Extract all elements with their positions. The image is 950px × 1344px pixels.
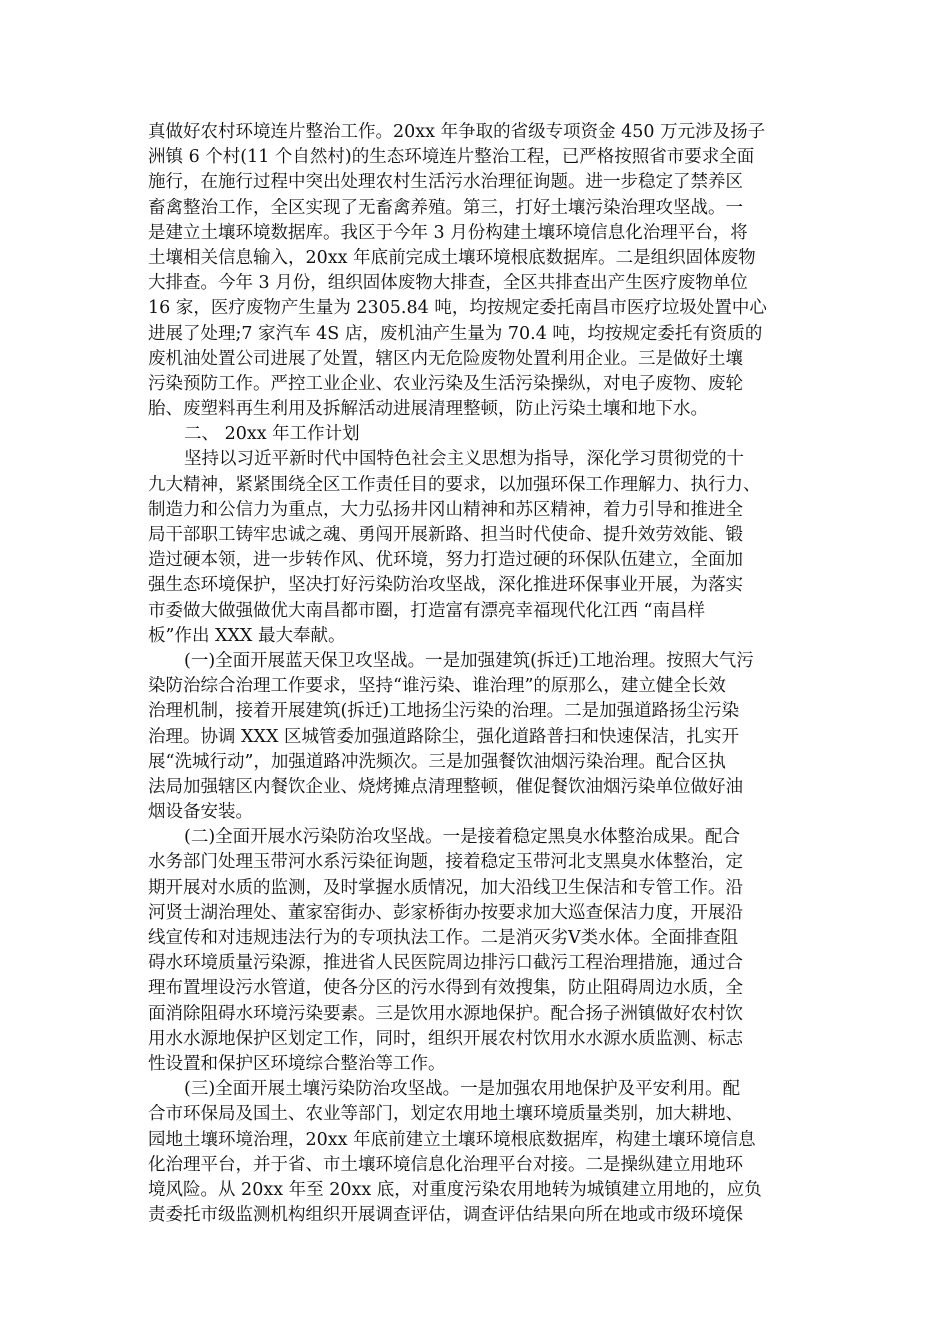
text-line: 河贤士湖治理处、董家窑街办、彭家桥街办按要求加大巡查保洁力度，开展沿 bbox=[148, 902, 743, 923]
text-line: 染防治综合治理工作要求，坚持“谁污染、谁治理”的原那么，建立健全长效 bbox=[148, 676, 726, 697]
text-line: 展“洗城行动”，加强道路冲洗频次。三是加强餐饮油烟污染治理。配合区执 bbox=[148, 751, 726, 772]
text-line: 废机油处置公司进展了处置，辖区内无危险废物处置利用企业。三是做好土壤 bbox=[148, 348, 743, 369]
paragraph-first-line: (三)全面开展土壤污染防治攻坚战。一是加强农用地保护及平安利用。配 bbox=[184, 1079, 741, 1100]
text-line: 污染预防工作。严控工业企业、农业污染及生活污染操纵，对电子废物、废轮 bbox=[148, 373, 743, 394]
paragraph-first-line: (二)全面开展水污染防治攻坚战。一是接着稳定黑臭水体整治成果。配合 bbox=[184, 827, 741, 848]
text-line: 治理。协调 XXX 区城管委加强道路除尘，强化道路普扫和快速保洁，扎实开 bbox=[148, 726, 739, 747]
text-line: 真做好农村环境连片整治工作。20xx 年争取的省级专项资金 450 万元涉及扬子 bbox=[148, 122, 766, 142]
paragraph-first-line: 坚持以习近平新时代中国特色社会主义思想为指导，深化学习贯彻党的十 bbox=[184, 449, 744, 470]
text-line: 线宣传和对违规违法行为的专项执法工作。二是消灭劣Ⅴ类水体。全面排查阻 bbox=[148, 928, 739, 948]
text-line: 治理机制，接着开展建筑(拆迁)工地扬尘污染的治理。二是加强道路扬尘污染 bbox=[148, 701, 740, 722]
text-line: 合市环保局及国土、农业等部门，划定农用地土壤环境质量类别，加大耕地、 bbox=[148, 1104, 743, 1125]
text-line: 责委托市级监测机构组织开展调查评估，调查评估结果向所在地或市级环境保 bbox=[148, 1205, 743, 1226]
text-line: 用水水源地保护区划定工作，同时，组织开展农村饮用水水源水质监测、标志 bbox=[148, 1028, 743, 1049]
text-line: 施行，在施行过程中突出处理农村生活污水治理征询题。进一步稳定了禁养区 bbox=[148, 172, 743, 193]
text-line: 化治理平台，并于省、市土壤环境信息化治理平台对接。二是操纵建立用地环 bbox=[148, 1154, 743, 1175]
text-line: 水务部门处理玉带河水系污染征询题，接着稳定玉带河北支黑臭水体整治，定 bbox=[148, 852, 743, 873]
text-line: 畜禽整治工作，全区实现了无畜禽养殖。第三，打好土壤污染治理攻坚战。一 bbox=[148, 197, 743, 218]
paragraph-first-line: (一)全面开展蓝天保卫攻坚战。一是加强建筑(拆迁)工地治理。按照大气污 bbox=[184, 650, 754, 671]
body-text bbox=[148, 120, 828, 1228]
text-line: 板”作出 XXX 最大奉献。 bbox=[148, 625, 346, 646]
text-line: 期开展对水质的监测，及时掌握水质情况，加大沿线卫生保洁和专管工作。沿 bbox=[148, 877, 743, 898]
text-line: 面消除阻碍水环境污染要素。三是饮用水源地保护。配合扬子洲镇做好农村饮 bbox=[148, 1003, 743, 1024]
text-line: 局干部职工铸牢忠诚之魂、勇闯开展新路、担当时代使命、提升效劳效能、锻 bbox=[148, 525, 743, 545]
text-line: 碍水环境质量污染源，推进省人民医院周边排污口截污工程治理措施，通过合 bbox=[148, 953, 743, 974]
text-line: 洲镇 6 个村(11 个自然村)的生态环境连片整治工程，已严格按照省市要求全面 bbox=[148, 147, 755, 168]
text-line: 土壤相关信息输入，20xx 年底前完成土壤环境根底数据库。二是组织固体废物 bbox=[148, 247, 756, 268]
text-line: 性设置和保护区环境综合整治等工作。 bbox=[148, 1053, 446, 1074]
text-line: 进展了处理;7 家汽车 4S 店，废机油产生量为 70.4 吨，均按规定委托有资质的 bbox=[148, 323, 763, 344]
text-line: 境风险。从 20xx 年至 20xx 底，对重度污染农用地转为城镇建立用地的，应负 bbox=[148, 1179, 762, 1200]
text-line: 强生态环境保护，坚决打好污染防治攻坚战，深化推进环保事业开展，为落实 bbox=[148, 575, 743, 596]
text-line: 法局加强辖区内餐饮企业、烧烤摊点清理整顿，催促餐饮油烟污染单位做好油 bbox=[148, 776, 743, 797]
text-line: 九大精神，紧紧围绕全区工作责任目的要求，以加强环保工作理解力、执行力、 bbox=[148, 474, 761, 495]
text-line: 16 家，医疗废物产生量为 2305.84 吨，均按规定委托南昌市医疗垃圾处置中心 bbox=[148, 298, 767, 319]
text-line: 制造力和公信力为重点，大力弘扬井冈山精神和苏区精神，着力引导和推进全 bbox=[148, 499, 743, 520]
text-line: 造过硬本领，进一步转作风、优环境，努力打造过硬的环保队伍建立，全面加 bbox=[148, 550, 743, 571]
text-line: 市委做大做强做优大南昌都市圈，打造富有漂亮幸福现代化江西 “南昌样 bbox=[148, 600, 706, 621]
text-line: 是建立土壤环境数据库。我区于今年 3 月份构建土壤环境信息化治理平台，将 bbox=[148, 222, 748, 243]
text-line: 大排查。今年 3 月份，组织固体废物大排查，全区共排查出产生医疗废物单位 bbox=[148, 273, 748, 294]
text-line: 理布置埋设污水管道，使各分区的污水得到有效搜集，防止阻碍周边水质，全 bbox=[148, 978, 743, 999]
section-heading: 二、 20xx 年工作计划 bbox=[184, 424, 360, 445]
text-line: 园地土壤环境治理，20xx 年底前建立土壤环境根底数据库，构建土壤环境信息 bbox=[148, 1129, 756, 1150]
text-line: 胎、废塑料再生利用及拆解活动进展清理整顿，防止污染土壤和地下水。 bbox=[148, 399, 708, 420]
text-line: 烟设备安装。 bbox=[148, 802, 253, 823]
